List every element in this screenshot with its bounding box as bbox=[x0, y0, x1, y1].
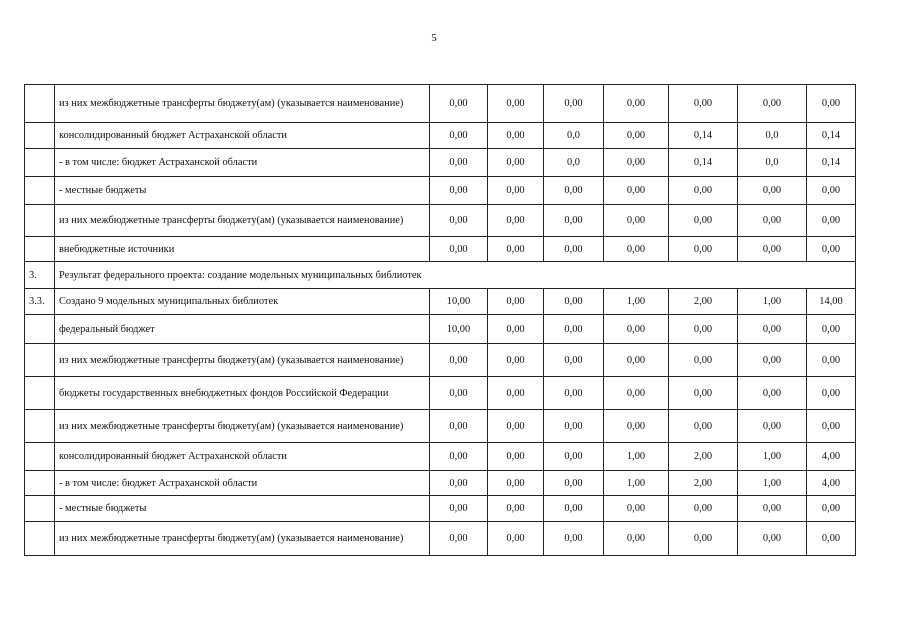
value-cell: 0,00 bbox=[738, 344, 807, 377]
row-index bbox=[25, 149, 55, 177]
value-cell: 0,00 bbox=[807, 315, 856, 344]
value-cell: 0,00 bbox=[544, 85, 604, 123]
value-cell: 0,00 bbox=[430, 443, 488, 471]
row-index bbox=[25, 344, 55, 377]
table-row bbox=[25, 123, 856, 149]
value-cell: 0,14 bbox=[669, 123, 738, 149]
table-row bbox=[25, 522, 856, 556]
row-index bbox=[25, 315, 55, 344]
value-cell: 0,00 bbox=[430, 410, 488, 443]
value-cell: 0,00 bbox=[488, 315, 544, 344]
value-cell: 0,00 bbox=[738, 177, 807, 205]
value-cell: 0,00 bbox=[669, 410, 738, 443]
value-cell: 0,00 bbox=[430, 344, 488, 377]
value-cell: 0,00 bbox=[807, 177, 856, 205]
value-cell: 0,00 bbox=[604, 237, 669, 262]
value-cell: 0,00 bbox=[544, 410, 604, 443]
value-cell: 0,00 bbox=[669, 344, 738, 377]
value-cell: 0,00 bbox=[544, 205, 604, 237]
row-index bbox=[25, 237, 55, 262]
value-cell: 0,0 bbox=[738, 123, 807, 149]
row-label: из них межбюджетные трансферты бюджету(ам) (указывается наименование) bbox=[55, 522, 430, 556]
value-cell: 0,00 bbox=[544, 522, 604, 556]
value-cell: 0,00 bbox=[488, 471, 544, 496]
value-cell: 0,00 bbox=[604, 205, 669, 237]
value-cell: 0,00 bbox=[669, 377, 738, 410]
value-cell: 0,00 bbox=[807, 85, 856, 123]
value-cell: 0,00 bbox=[430, 149, 488, 177]
row-label: из них межбюджетные трансферты бюджету(ам) (указывается наименование) bbox=[55, 344, 430, 377]
value-cell: 1,00 bbox=[604, 471, 669, 496]
value-cell: 0,00 bbox=[488, 289, 544, 315]
value-cell: 0,0 bbox=[544, 149, 604, 177]
value-cell: 0,00 bbox=[488, 205, 544, 237]
value-cell: 0,00 bbox=[604, 377, 669, 410]
row-index bbox=[25, 377, 55, 410]
table-row bbox=[25, 410, 856, 443]
table-row bbox=[25, 85, 856, 123]
value-cell: 0,00 bbox=[738, 410, 807, 443]
row-label: из них межбюджетные трансферты бюджету(ам) (указывается наименование) bbox=[55, 205, 430, 237]
value-cell: 0,00 bbox=[669, 237, 738, 262]
value-cell: 0,00 bbox=[488, 522, 544, 556]
value-cell: 0,00 bbox=[488, 237, 544, 262]
row-index bbox=[25, 205, 55, 237]
value-cell: 2,00 bbox=[669, 443, 738, 471]
value-cell: 0,00 bbox=[604, 344, 669, 377]
value-cell: 0,00 bbox=[807, 205, 856, 237]
value-cell: 0,00 bbox=[544, 237, 604, 262]
row-index bbox=[25, 410, 55, 443]
table-row bbox=[25, 315, 856, 344]
value-cell: 0,00 bbox=[604, 522, 669, 556]
value-cell: 10,00 bbox=[430, 315, 488, 344]
value-cell: 4,00 bbox=[807, 443, 856, 471]
row-label: внебюджетные источники bbox=[55, 237, 430, 262]
row-label: - местные бюджеты bbox=[55, 496, 430, 522]
table-row bbox=[25, 471, 856, 496]
row-label: федеральный бюджет bbox=[55, 315, 430, 344]
table-row bbox=[25, 177, 856, 205]
table-row bbox=[25, 496, 856, 522]
value-cell: 1,00 bbox=[738, 289, 807, 315]
table-row bbox=[25, 289, 856, 315]
row-label: - местные бюджеты bbox=[55, 177, 430, 205]
row-index bbox=[25, 85, 55, 123]
value-cell: 0,14 bbox=[669, 149, 738, 177]
value-cell: 0,00 bbox=[488, 344, 544, 377]
budget-table bbox=[24, 84, 856, 556]
value-cell: 0,00 bbox=[488, 149, 544, 177]
value-cell: 0,00 bbox=[669, 522, 738, 556]
value-cell: 0,14 bbox=[807, 123, 856, 149]
value-cell: 0,00 bbox=[544, 344, 604, 377]
table-row bbox=[25, 237, 856, 262]
value-cell: 0,00 bbox=[669, 85, 738, 123]
value-cell: 0,00 bbox=[430, 177, 488, 205]
value-cell: 0,00 bbox=[807, 237, 856, 262]
value-cell: 0,00 bbox=[430, 471, 488, 496]
row-label: Создано 9 модельных муниципальных библиотек bbox=[55, 289, 430, 315]
table-row bbox=[25, 443, 856, 471]
value-cell: 0,00 bbox=[669, 496, 738, 522]
value-cell: 0,00 bbox=[430, 85, 488, 123]
value-cell: 0,00 bbox=[430, 237, 488, 262]
value-cell: 0,00 bbox=[738, 205, 807, 237]
value-cell: 0,00 bbox=[488, 443, 544, 471]
row-label: консолидированный бюджет Астраханской области bbox=[55, 443, 430, 471]
value-cell: 1,00 bbox=[738, 471, 807, 496]
row-label: - в том числе: бюджет Астраханской области bbox=[55, 471, 430, 496]
value-cell: 0,00 bbox=[807, 377, 856, 410]
row-index bbox=[25, 123, 55, 149]
value-cell: 0,00 bbox=[738, 85, 807, 123]
value-cell: 0,00 bbox=[604, 149, 669, 177]
value-cell: 0,00 bbox=[807, 410, 856, 443]
table-row bbox=[25, 344, 856, 377]
value-cell: 0,00 bbox=[669, 205, 738, 237]
value-cell: 0,00 bbox=[807, 496, 856, 522]
value-cell: 0,00 bbox=[544, 177, 604, 205]
value-cell: 0,00 bbox=[544, 496, 604, 522]
value-cell: 0,00 bbox=[544, 377, 604, 410]
value-cell: 4,00 bbox=[807, 471, 856, 496]
row-index bbox=[25, 471, 55, 496]
value-cell: 0,00 bbox=[430, 377, 488, 410]
row-label: бюджеты государственных внебюджетных фондов Российской Федерации bbox=[55, 377, 430, 410]
value-cell: 0,00 bbox=[488, 410, 544, 443]
value-cell: 0,00 bbox=[604, 315, 669, 344]
value-cell: 0,00 bbox=[544, 315, 604, 344]
row-index: 3.3. bbox=[25, 289, 55, 315]
table-row bbox=[25, 377, 856, 410]
value-cell: 0,00 bbox=[544, 289, 604, 315]
budget-table-body bbox=[25, 85, 856, 556]
value-cell: 0,00 bbox=[430, 123, 488, 149]
row-label: - в том числе: бюджет Астраханской области bbox=[55, 149, 430, 177]
value-cell: 0,00 bbox=[488, 377, 544, 410]
value-cell: 0,0 bbox=[544, 123, 604, 149]
value-cell: 0,00 bbox=[430, 522, 488, 556]
value-cell: 0,00 bbox=[544, 471, 604, 496]
value-cell: 1,00 bbox=[604, 443, 669, 471]
row-label: из них межбюджетные трансферты бюджету(ам) (указывается наименование) bbox=[55, 85, 430, 123]
table-row bbox=[25, 205, 856, 237]
row-index: 3. bbox=[25, 262, 55, 289]
row-index bbox=[25, 496, 55, 522]
value-cell: 0,00 bbox=[604, 123, 669, 149]
value-cell: 2,00 bbox=[669, 289, 738, 315]
value-cell: 14,00 bbox=[807, 289, 856, 315]
value-cell: 0,00 bbox=[488, 496, 544, 522]
value-cell: 0,14 bbox=[807, 149, 856, 177]
value-cell: 0,00 bbox=[738, 377, 807, 410]
value-cell: 0,00 bbox=[604, 410, 669, 443]
value-cell: 0,00 bbox=[604, 177, 669, 205]
section-row bbox=[25, 262, 856, 289]
value-cell: 1,00 bbox=[604, 289, 669, 315]
value-cell: 0,00 bbox=[604, 85, 669, 123]
page-number: 5 bbox=[431, 32, 437, 44]
value-cell: 0,00 bbox=[430, 205, 488, 237]
value-cell: 0,00 bbox=[807, 344, 856, 377]
value-cell: 0,00 bbox=[488, 85, 544, 123]
value-cell: 1,00 bbox=[738, 443, 807, 471]
value-cell: 0,00 bbox=[430, 496, 488, 522]
value-cell: 0,00 bbox=[544, 443, 604, 471]
value-cell: 0,00 bbox=[488, 177, 544, 205]
value-cell: 0,00 bbox=[738, 237, 807, 262]
value-cell: 0,00 bbox=[488, 123, 544, 149]
value-cell: 0,00 bbox=[738, 315, 807, 344]
row-label: из них межбюджетные трансферты бюджету(ам) (указывается наименование) bbox=[55, 410, 430, 443]
value-cell: 0,00 bbox=[738, 496, 807, 522]
value-cell: 0,00 bbox=[669, 177, 738, 205]
value-cell: 0,00 bbox=[604, 496, 669, 522]
section-title: Результат федерального проекта: создание модельных муниципальных библиотек bbox=[55, 262, 856, 289]
value-cell: 10,00 bbox=[430, 289, 488, 315]
value-cell: 0,00 bbox=[669, 315, 738, 344]
row-label: консолидированный бюджет Астраханской области bbox=[55, 123, 430, 149]
row-index bbox=[25, 443, 55, 471]
value-cell: 0,00 bbox=[738, 522, 807, 556]
value-cell: 2,00 bbox=[669, 471, 738, 496]
value-cell: 0,00 bbox=[807, 522, 856, 556]
value-cell: 0,0 bbox=[738, 149, 807, 177]
table-row bbox=[25, 149, 856, 177]
row-index bbox=[25, 522, 55, 556]
row-index bbox=[25, 177, 55, 205]
